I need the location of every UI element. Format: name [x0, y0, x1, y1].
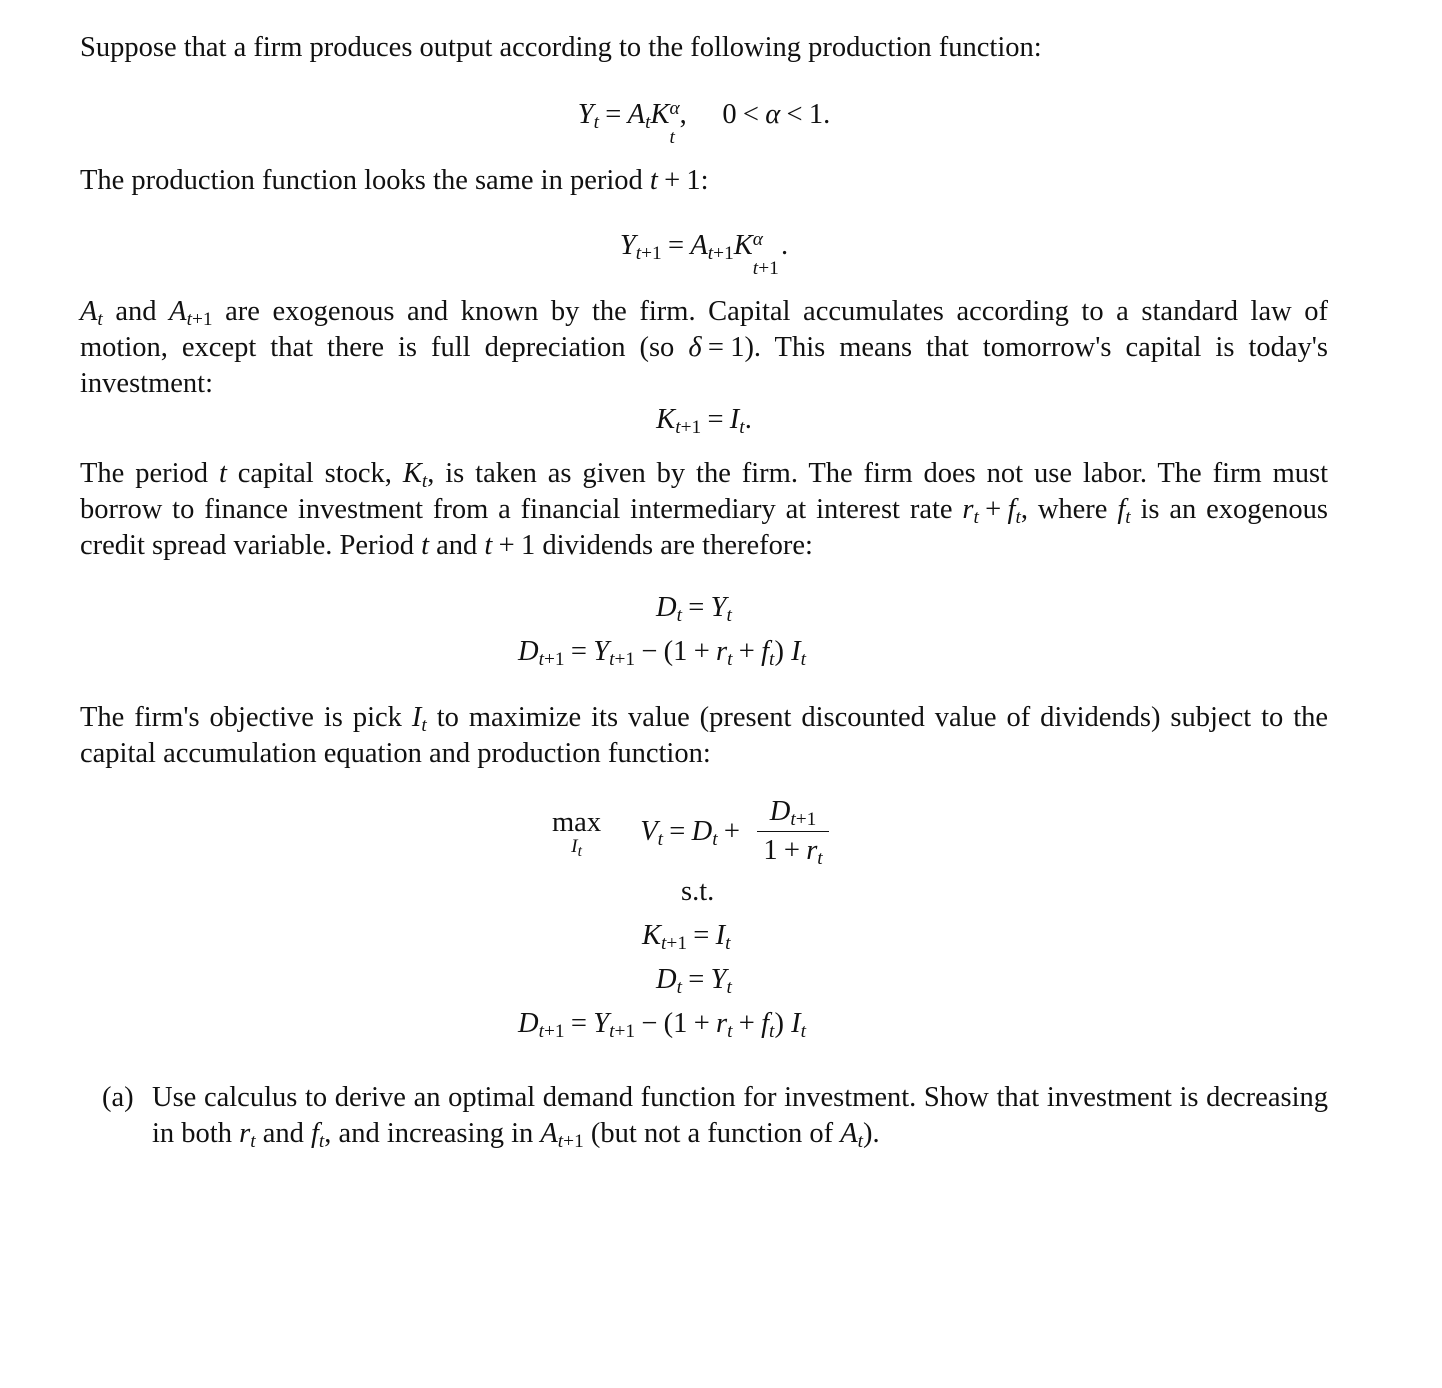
period-next: t + 1 [484, 530, 536, 561]
subject-to-label: s.t. [681, 876, 715, 907]
question-a-label: (a) [102, 1082, 134, 1113]
objective-paragraph: The firm's objective is pick $I_t$ to maximize its value (present discounted value of dividends) subject to the capital accumulation equation and production function: [80, 702, 1329, 769]
borrow-paragraph: The period t capital stock, $K_t$, is taken as given by the firm. The firm does not use labor. The firm must borrow to finance investment from a financial intermediary at interest rate $r_t + f_t$, where $f_t$ is an exogenous credit spread variable. Period t and t + 1 dividends are therefore: [80, 458, 1329, 561]
optimization-objective: max $I_t$ $V_t = D_t$ + $\frac{D_{t+1}}{1 + r_t}$ [552, 795, 833, 868]
question-a-text: Use calculus to derive an optimal demand function for investment. Show that investment is decreasing in both $r_t$ and $f_t$, and increasing in $A_{t+1}$ (but not a function of $A_t$). [152, 1082, 1328, 1153]
next-period-paragraph: The production function looks the same in period t + 1: [80, 165, 709, 196]
constraint-dividend-t1: $D_{t+1} = Y_{t+1} - (1 + r_t + f_t)$ $I_t$ [518, 1008, 806, 1043]
exogenous-vars: $A_t$ and $A_{t+1}$ [80, 296, 213, 331]
var-I: $I_t$ [411, 702, 427, 737]
discount-fraction: $\frac{D_{t+1}}{1 + r_t}$ [757, 795, 828, 868]
constraint-dividend-t: $D_t = Y_t$ [656, 964, 732, 999]
equation-production-t1: $Y_{t+1} = A_{t+1}K^\alpha$ t+1 . [619, 228, 789, 280]
equation-capital-law: $K_{t+1} = I_t$. [656, 404, 752, 439]
intro-text: Suppose that a firm produces output according to the following production function: [80, 32, 1042, 63]
rate-expr: $r_t + f_t$ [962, 494, 1021, 529]
capital-paragraph: $A_t$ and $A_{t+1}$ are exogenous and known by the firm. Capital accumulates according to a standard law of motion, except that there is full depreciation (so δ = 1). This means that tomorrow's capital is today's investment: [80, 296, 1329, 399]
intro-paragraph [80, 30, 1328, 66]
delta-expr: δ = 1 [688, 332, 745, 363]
var-f: $f_t$ [1117, 494, 1131, 529]
max-operator: max $I_t$ [552, 806, 602, 860]
constraint-capital: $K_{t+1} = I_t$ [642, 920, 731, 955]
var-K: $K_t$ [402, 458, 428, 493]
equation-production-t: $Y_t = A_tK^\alpha$ t , 0 < α < 1. [577, 97, 831, 149]
